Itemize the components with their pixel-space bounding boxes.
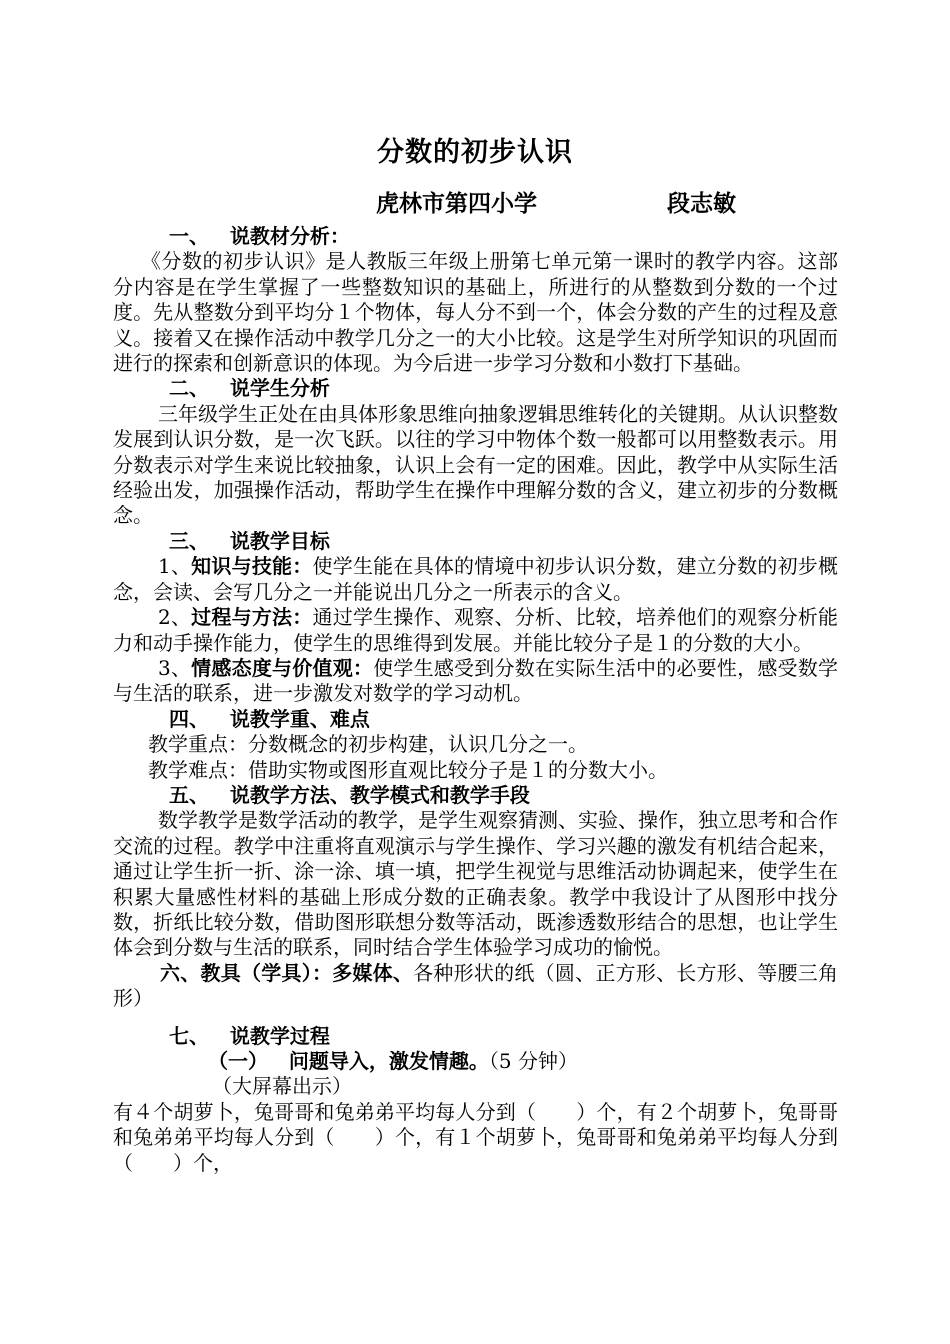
- section-1-paragraph: 《分数的初步认识》是人教版三年级上册第七单元第一课时的教学内容。这部分内容是在学生掌握了一些整数知识的基础上，所进行的从整数到分数的一个过度。先从整数分到平均分１个物体，每人分不到一个，体会分数的产生的过程及意义。接着又在操作活动中教学几分之一的大小比较。这是学生对所学知识的巩固而进行的探索和创新意识的体现。为今后进一步学习分数和小数打下基础。: [113, 249, 838, 376]
- goal-label: 知识与技能：: [191, 554, 313, 579]
- subsection-1-heading: （一） 问题导入，激发情趣。: [208, 1049, 489, 1073]
- section-6-teaching-aids: [113, 961, 838, 1012]
- school-name: 虎林市第四小学: [376, 190, 537, 217]
- subsection-1: [113, 1049, 838, 1074]
- subsection-1-time: （5 分钟）: [488, 1049, 578, 1073]
- section-3-heading: 三、 说教学目标: [169, 528, 330, 553]
- author-name: 段志敏: [667, 190, 736, 217]
- goal-text: 使学生感受到分数在实际生活中的必要性，感受数学与生活的联系，进一步激发对数学的学习动机。: [113, 655, 838, 706]
- section-1-heading: 一、 说教材分析：: [169, 224, 350, 248]
- teaching-aids-label: 六、教具（学具）：多媒体、: [160, 960, 414, 985]
- goal-number: 1、: [158, 554, 192, 579]
- screen-note: （大屏幕出示）: [212, 1074, 352, 1099]
- goal-text: 通过学生操作、观察、分析、比较，培养他们的观察分析能力和动手操作能力，使学生的思维得到发展。并能比较分子是１的分数的大小。: [113, 605, 839, 655]
- section-4-heading: 四、 说教学重、难点: [169, 706, 370, 731]
- goal-label: 情感态度与价值观：: [191, 655, 374, 680]
- goal-emotion: [113, 656, 838, 707]
- goal-number: 3、: [158, 655, 192, 680]
- section-2-paragraph: 三年级学生正处在由具体形象思维向抽象逻辑思维转化的关键期。从认识整数发展到认识分数，是一次飞跃。以往的学习中物体个数一般都可以用整数表示。用分数表示对学生来说比较抽象，认识上会有一定的困难。因此，教学中从实际生活经验出发，加强操作活动，帮助学生在操作中理解分数的含义，建立初步的分数概念。: [113, 401, 838, 528]
- section-5-paragraph: 数学教学是数学活动的教学，是学生观察猜测、实验、操作，独立思考和合作交流的过程。教学中注重将直观演示与学生操作、学习兴趣的激发有机结合起来，通过让学生折一折、涂一涂、填一填，把学生视觉与思维活动协调起来，使学生在积累大量感性材料的基础上形成分数的正确表象。教学中我设计了从图形中找分数，折纸比较分数，借助图形联想分数等活动，既渗透数形结合的思想，也让学生体会到分数与生活的联系，同时结合学生体验学习成功的愉悦。: [113, 808, 838, 960]
- goal-label: 过程与方法：: [191, 605, 313, 630]
- section-7-heading: 七、 说教学过程: [169, 1023, 330, 1048]
- goal-process: [113, 605, 838, 656]
- goal-knowledge: [113, 554, 838, 605]
- goal-number: 2、: [158, 605, 192, 630]
- teaching-aids-text: 各种形状的纸（圆、正方形、长方形、等腰三角形）: [113, 960, 839, 1011]
- document-body: [113, 224, 838, 1176]
- goal-text: 使学生能在具体的情境中初步认识分数，建立分数的初步概念，会读、会写几分之一并能说出几分之一所表示的含义。: [113, 554, 839, 604]
- section-5-heading: 五、 说教学方法、教学模式和教学手段: [169, 782, 530, 807]
- section-2-heading: 二、 说学生分析: [169, 376, 330, 401]
- teaching-key-point: 教学重点：分数概念的初步构建，认识几分之一。: [148, 732, 588, 757]
- document-title: 分数的初步认识: [377, 137, 573, 168]
- teaching-difficulty: 教学难点：借助实物或图形直观比较分子是１的分数大小。: [148, 757, 668, 782]
- carrot-question: 有４个胡萝卜，兔哥哥和兔弟弟平均每人分到（ ）个，有２个胡萝卜，兔哥哥和兔弟弟平均每人分到（ ）个，有１个胡萝卜，兔哥哥和兔弟弟平均每人分到（ ）个，: [113, 1099, 838, 1175]
